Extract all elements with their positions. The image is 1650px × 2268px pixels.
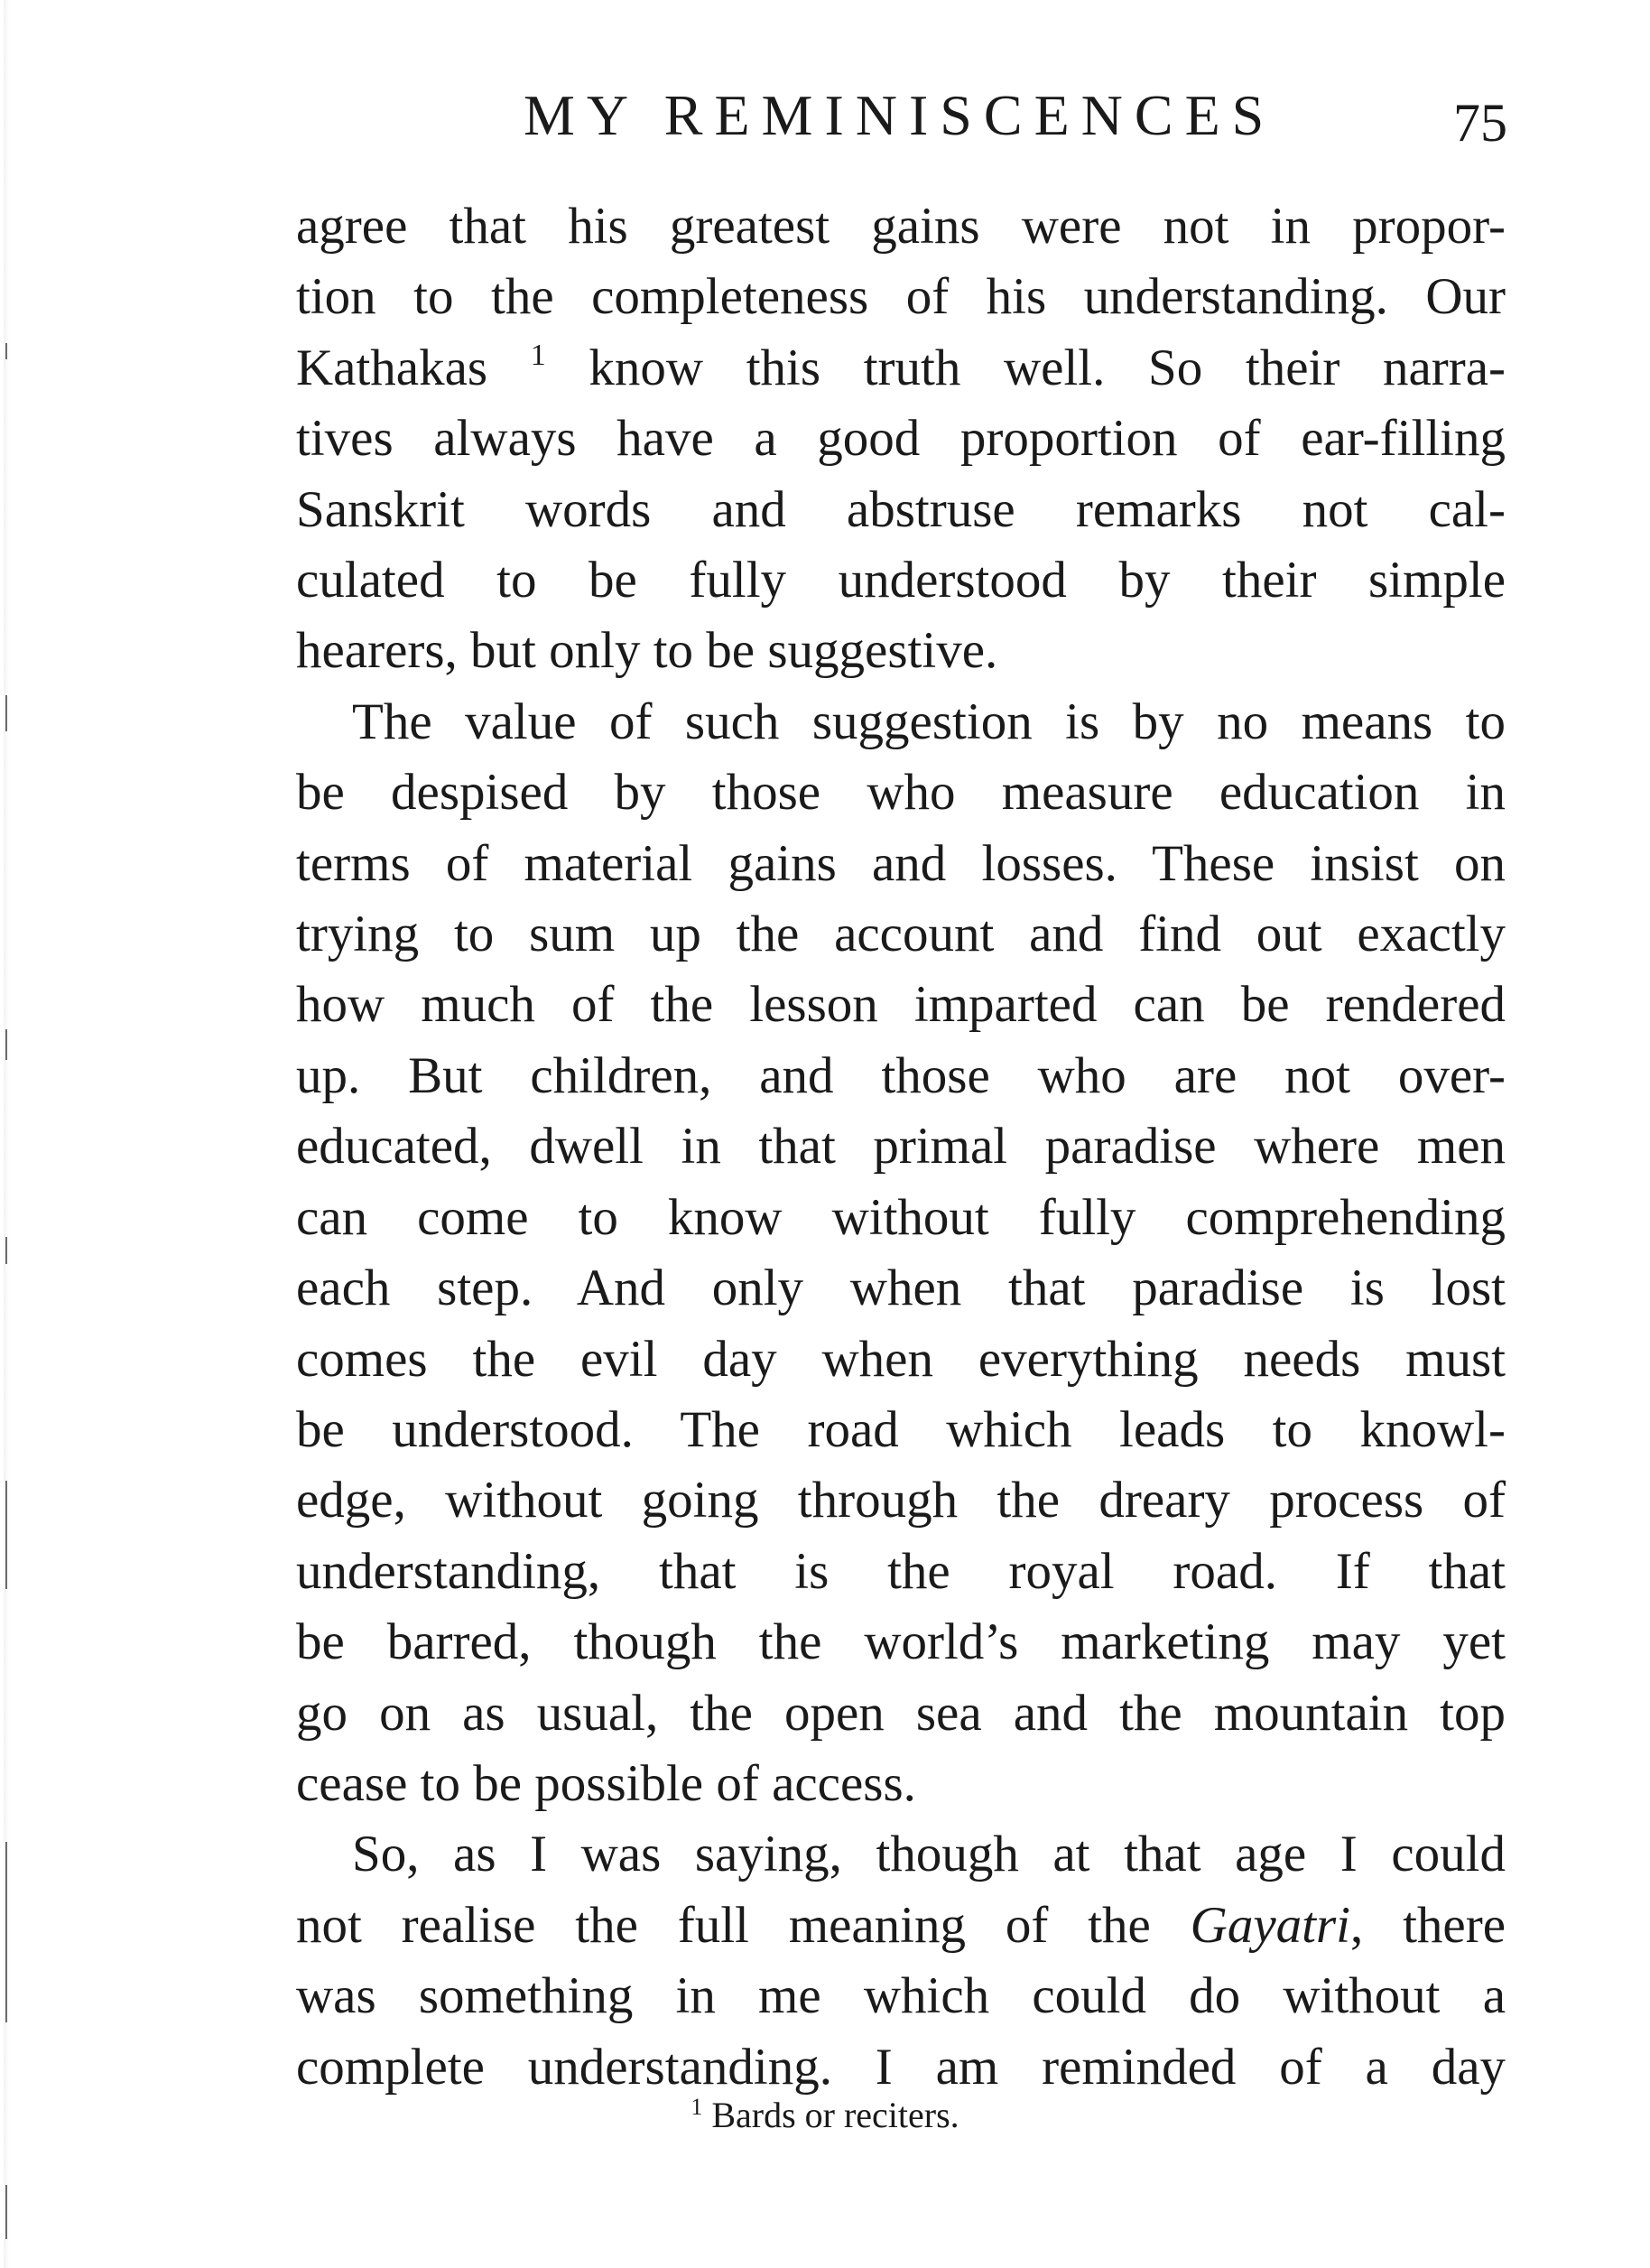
text-line: understanding, that is the royal road. If that bbox=[296, 1542, 1506, 1600]
gutter-mark bbox=[5, 695, 7, 731]
text-line bbox=[296, 1891, 1506, 1961]
gutter-mark bbox=[5, 2185, 7, 2239]
gutter-mark bbox=[5, 1842, 7, 2022]
text-line: culated to be fully understood by their simple bbox=[296, 552, 1506, 609]
text-line: cease to be possible of access. bbox=[296, 1754, 916, 1812]
text-line: trying to sum up the account and find out exactly bbox=[296, 906, 1506, 963]
text-line: agree that his greatest gains were not in propor- bbox=[296, 198, 1506, 255]
text-line: educated, dwell in that primal paradise where men bbox=[296, 1118, 1506, 1176]
text-line: be understood. The road which leads to knowl- bbox=[296, 1400, 1506, 1458]
text-line: up. But children, and those who are not over- bbox=[296, 1046, 1506, 1104]
running-head bbox=[298, 79, 1507, 152]
text-line: go on as usual, the open sea and the mountain top bbox=[296, 1684, 1506, 1742]
text-line: each step. And only when that paradise is lost bbox=[296, 1259, 1506, 1317]
gutter-mark bbox=[5, 343, 7, 359]
text-line bbox=[296, 333, 1506, 404]
paragraph-2 bbox=[296, 687, 1506, 1820]
footnote bbox=[0, 2093, 1650, 2138]
text-line-end: , there bbox=[1349, 1896, 1506, 1954]
text-line: how much of the lesson imparted can be rendered bbox=[296, 976, 1506, 1034]
text-line-remainder: know this truth well. So their narra- bbox=[589, 339, 1506, 396]
text-line-start: not realise the full meaning of the bbox=[296, 1896, 1151, 1954]
text-line: edge, without going through the dreary process of bbox=[296, 1472, 1506, 1529]
text-line: be despised by those who measure education in bbox=[296, 764, 1506, 822]
kathakas-word: Kathakas bbox=[296, 339, 488, 396]
text-line: Sanskrit words and abstruse remarks not cal- bbox=[296, 480, 1506, 538]
text-line: be barred, though the world’s marketing may yet bbox=[296, 1613, 1506, 1671]
gutter-mark bbox=[5, 1029, 7, 1060]
body-text bbox=[296, 191, 1506, 2103]
footnote-reference: 1 bbox=[530, 338, 546, 372]
footnote-text: Bards or reciters. bbox=[711, 2095, 959, 2135]
gutter-mark bbox=[5, 1237, 7, 1264]
text-line: terms of material gains and losses. These insist on bbox=[296, 834, 1506, 892]
text-line: can come to know without fully comprehending bbox=[296, 1188, 1506, 1246]
text-line: So, as I was saying, though at that age I could bbox=[352, 1826, 1506, 1883]
text-line: hearers, but only to be suggestive. bbox=[296, 622, 998, 680]
gutter-mark bbox=[5, 1481, 7, 1589]
text-line: tion to the completeness of his understanding. Our bbox=[296, 268, 1506, 326]
text-line: comes the evil day when everything needs must bbox=[296, 1330, 1506, 1388]
running-title: MY REMINISCENCES bbox=[524, 83, 1276, 147]
text-line: tives always have a good proportion of ear-filling bbox=[296, 410, 1506, 468]
text-line: was something in me which could do without a bbox=[296, 1967, 1506, 2025]
text-line: complete understanding. I am reminded of a day bbox=[296, 2038, 1506, 2096]
text-line: The value of such suggestion is by no means to bbox=[352, 692, 1506, 750]
footnote-marker: 1 bbox=[691, 2094, 703, 2120]
paragraph-1 bbox=[296, 191, 1506, 687]
page-number: 75 bbox=[1453, 93, 1507, 153]
gayatri-italic: Gayatri bbox=[1190, 1896, 1350, 1954]
paragraph-3 bbox=[296, 1819, 1506, 2103]
